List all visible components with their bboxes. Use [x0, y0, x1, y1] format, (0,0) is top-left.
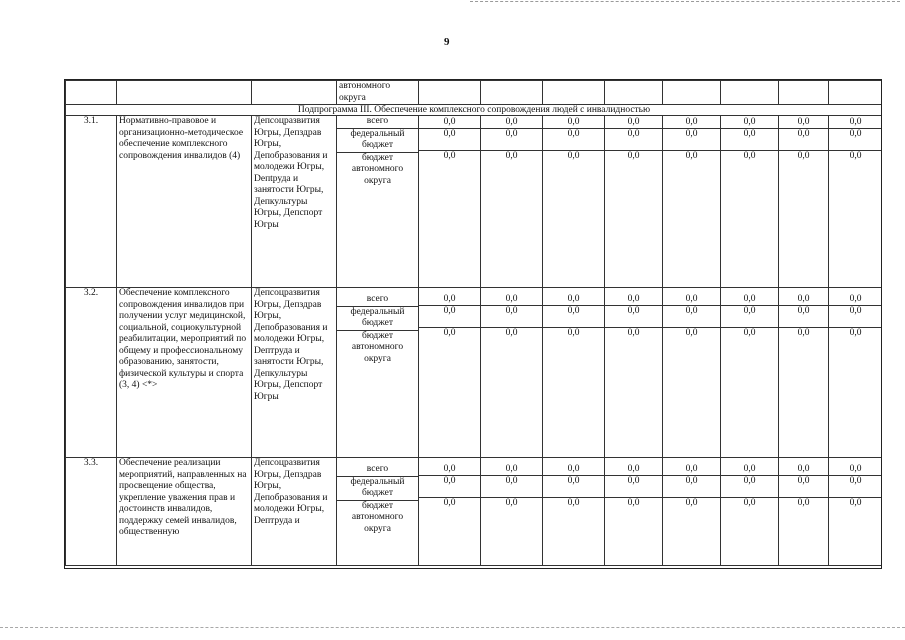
funding-value: 0,0	[605, 464, 662, 476]
funding-value: 0,0	[605, 476, 662, 498]
measure-number: 3.3.	[66, 458, 117, 566]
measure-row	[66, 458, 883, 566]
funding-value: 0,0	[419, 464, 480, 476]
measure-name: Обеспечение реализации мероприятий, направленных на просвещение общества, укрепление уважения прав и достоинств инвалидов, поддержку семей инвалидов, общественную	[117, 458, 252, 566]
funding-value-cell	[829, 288, 883, 458]
funding-value: 0,0	[797, 498, 810, 508]
funding-value-cell	[481, 116, 543, 288]
funding-value: 0,0	[567, 151, 580, 161]
funding-value: 0,0	[743, 498, 756, 508]
funding-value: 0,0	[481, 129, 542, 151]
continuation-number-cell	[66, 81, 117, 105]
funding-value: 0,0	[481, 117, 542, 129]
funding-source: бюджет автономного округа	[351, 500, 404, 534]
funding-value: 0,0	[779, 117, 828, 129]
funding-value: 0,0	[663, 464, 720, 476]
funding-value-cell	[605, 116, 663, 288]
funding-source: федеральный бюджет	[337, 307, 418, 331]
funding-source: федеральный бюджет	[337, 129, 418, 153]
measure-number: 3.1.	[66, 116, 117, 288]
funding-value: 0,0	[605, 129, 662, 151]
funding-value: 0,0	[505, 328, 518, 338]
funding-value: 0,0	[685, 498, 698, 508]
funding-value: 0,0	[721, 476, 778, 498]
funding-value: 0,0	[743, 328, 756, 338]
funding-value: 0,0	[829, 464, 882, 476]
measure-executors: Депсоцразвития Югры, Депздрав Югры, Депобразования и молодежи Югры, Deпtруда и занятости Югры, Депкультуры Югры, Депспорт Югры	[252, 116, 337, 288]
funding-value-cell	[419, 116, 481, 288]
funding-value: 0,0	[829, 476, 882, 498]
funding-value-cell	[829, 116, 883, 288]
funding-value: 0,0	[627, 328, 640, 338]
funding-value: 0,0	[543, 129, 604, 151]
funding-value-cell	[663, 288, 721, 458]
funding-value: 0,0	[543, 117, 604, 129]
continuation-measure-cell	[117, 81, 252, 105]
funding-value: 0,0	[779, 476, 828, 498]
funding-value: 0,0	[849, 151, 862, 161]
funding-value: 0,0	[663, 294, 720, 306]
funding-value-cell	[721, 288, 779, 458]
continuation-row	[66, 81, 883, 105]
funding-value: 0,0	[663, 306, 720, 328]
funding-value: 0,0	[481, 476, 542, 498]
scan-edge-line-bottom	[0, 627, 905, 628]
funding-source: всего	[337, 116, 418, 129]
funding-value-cell	[481, 458, 543, 566]
funding-value: 0,0	[443, 328, 456, 338]
funding-source: бюджет автономного округа	[351, 330, 404, 364]
funding-value: 0,0	[505, 498, 518, 508]
funding-value: 0,0	[443, 151, 456, 161]
measure-row	[66, 288, 883, 458]
funding-value: 0,0	[543, 294, 604, 306]
funding-source: всего	[337, 294, 418, 307]
funding-value: 0,0	[419, 129, 480, 151]
funding-value-cell	[663, 116, 721, 288]
scan-edge-line-top	[470, 1, 900, 2]
funding-value: 0,0	[829, 129, 882, 151]
funding-value-cell	[721, 458, 779, 566]
funding-value: 0,0	[419, 294, 480, 306]
funding-value: 0,0	[721, 306, 778, 328]
funding-source: бюджет автономного округа	[351, 152, 404, 186]
funding-value-cell	[779, 458, 829, 566]
subprogram-title-row	[66, 105, 883, 116]
funding-value: 0,0	[779, 294, 828, 306]
funding-value: 0,0	[663, 117, 720, 129]
funding-value: 0,0	[685, 151, 698, 161]
measure-row	[66, 116, 883, 288]
measure-executors: Депсоцразвития Югры, Депздрав Югры, Депобразования и молодежи Югры, Deптруда и	[252, 458, 337, 566]
funding-value: 0,0	[779, 464, 828, 476]
funding-value-cell	[419, 288, 481, 458]
funding-value-cell	[721, 116, 779, 288]
funding-value: 0,0	[419, 306, 480, 328]
funding-value-cell	[481, 288, 543, 458]
funding-value-cell	[605, 288, 663, 458]
funding-value: 0,0	[627, 151, 640, 161]
measure-name: Нормативно-правовое и организационно-методическое обеспечение комплексного сопровождения инвалидов (4)	[117, 116, 252, 288]
funding-value: 0,0	[829, 117, 882, 129]
funding-value: 0,0	[443, 498, 456, 508]
funding-value: 0,0	[481, 294, 542, 306]
funding-value-cell	[419, 458, 481, 566]
funding-value: 0,0	[849, 498, 862, 508]
measure-number: 3.2.	[66, 288, 117, 458]
funding-value: 0,0	[567, 328, 580, 338]
program-measures-table	[65, 80, 882, 566]
funding-sources	[337, 458, 419, 566]
funding-value-cell	[543, 458, 605, 566]
funding-value: 0,0	[663, 476, 720, 498]
funding-value: 0,0	[605, 306, 662, 328]
funding-value: 0,0	[663, 129, 720, 151]
funding-value: 0,0	[721, 464, 778, 476]
funding-value: 0,0	[419, 117, 480, 129]
funding-sources	[337, 288, 419, 458]
funding-value: 0,0	[721, 294, 778, 306]
funding-value: 0,0	[419, 476, 480, 498]
funding-sources	[337, 116, 419, 288]
funding-value: 0,0	[779, 306, 828, 328]
continuation-funding-cell: автономного округа	[337, 81, 419, 105]
continuation-executor-cell	[252, 81, 337, 105]
funding-value: 0,0	[605, 294, 662, 306]
program-table-sheet	[64, 79, 882, 569]
funding-value-cell	[605, 458, 663, 566]
measure-name: Обеспечение комплексного сопровождения инвалидов при получении услуг медицинской, социальной, социокультурной реабилитации, мероприятий по общему и профессиональному образованию, занятости, физической культуры и спорта (3, 4) <*>	[117, 288, 252, 458]
funding-value-cell	[543, 288, 605, 458]
funding-value: 0,0	[829, 306, 882, 328]
funding-value: 0,0	[849, 328, 862, 338]
funding-source: федеральный бюджет	[337, 477, 418, 501]
funding-value: 0,0	[743, 151, 756, 161]
funding-value-cell	[663, 458, 721, 566]
funding-value-cell	[779, 288, 829, 458]
funding-value: 0,0	[797, 328, 810, 338]
funding-value-cell	[829, 458, 883, 566]
funding-value: 0,0	[567, 498, 580, 508]
funding-value: 0,0	[627, 498, 640, 508]
funding-value: 0,0	[605, 117, 662, 129]
page-number: 9	[444, 36, 450, 48]
funding-value: 0,0	[543, 476, 604, 498]
funding-value: 0,0	[779, 129, 828, 151]
funding-value: 0,0	[543, 306, 604, 328]
funding-value: 0,0	[481, 306, 542, 328]
subprogram-title: Подпрограмма III. Обеспечение комплексного сопровождения людей с инвалидностью	[66, 105, 883, 116]
funding-value: 0,0	[481, 464, 542, 476]
funding-value: 0,0	[505, 151, 518, 161]
funding-value: 0,0	[685, 328, 698, 338]
funding-value-cell	[779, 116, 829, 288]
funding-value: 0,0	[797, 151, 810, 161]
funding-value: 0,0	[829, 294, 882, 306]
measure-executors: Депсоцразвития Югры, Депздрав Югры, Депобразования и молодежи Югры, Deптруда и занятости Югры, Депкультуры Югры, Депспорт Югры	[252, 288, 337, 458]
funding-value: 0,0	[721, 129, 778, 151]
funding-value: 0,0	[721, 117, 778, 129]
funding-value-cell	[543, 116, 605, 288]
funding-source: всего	[337, 464, 418, 477]
funding-value: 0,0	[543, 464, 604, 476]
